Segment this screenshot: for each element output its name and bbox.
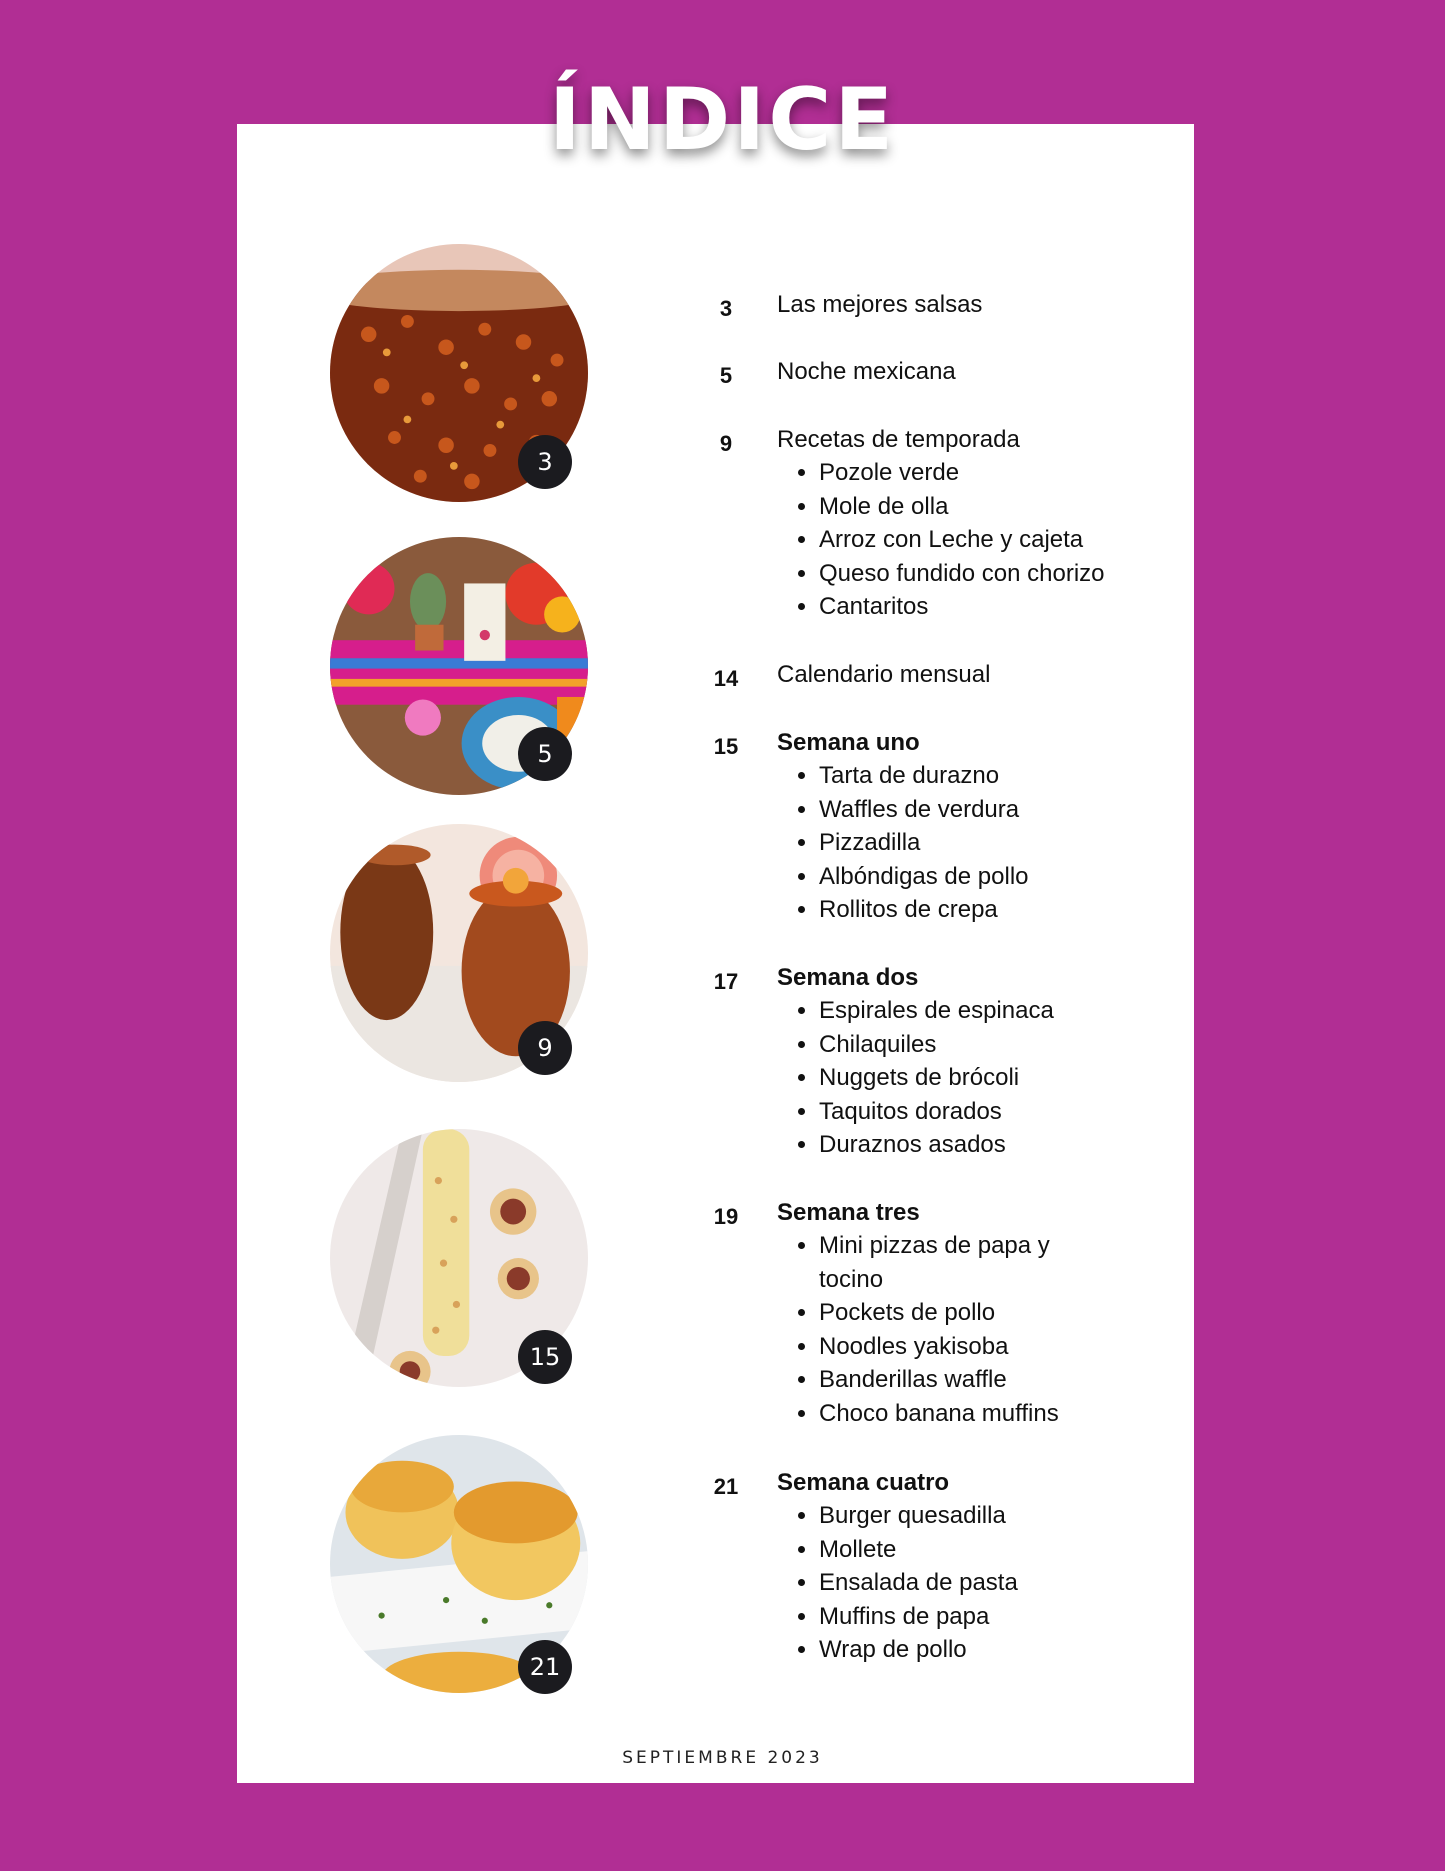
page-number: 17: [713, 969, 739, 994]
page-title: ÍNDICE: [548, 70, 897, 170]
list-item: • Nuggets de brócoli: [819, 1061, 1159, 1095]
entry-title: Noche mexicana: [777, 358, 956, 385]
page-badge: 15: [518, 1330, 572, 1384]
recipe-list: [777, 1229, 1089, 1431]
list-item: • Burger quesadilla: [819, 1499, 1159, 1533]
list-item: • Waffles de verdura: [819, 793, 1159, 827]
entry-title: Semana cuatro: [777, 1469, 950, 1496]
list-item: • Muffins de papa: [819, 1600, 1159, 1634]
recipe-list: [777, 994, 1159, 1162]
page-badge: 5: [518, 727, 572, 781]
list-item: • Mollete: [819, 1533, 1159, 1567]
list-item: • Mini pizzas de papa y tocino: [819, 1229, 1089, 1296]
entry-title: Recetas de temporada: [777, 426, 1020, 453]
page-badge: 21: [518, 1640, 572, 1694]
recipe-list: [777, 759, 1159, 927]
page-number: 14: [713, 666, 739, 691]
list-item: • Noodles yakisoba: [819, 1330, 1089, 1364]
list-item: • Ensalada de pasta: [819, 1566, 1159, 1600]
entry-title: Semana tres: [777, 1199, 920, 1226]
page-badge: 9: [518, 1021, 572, 1075]
page-badge: 3: [518, 435, 572, 489]
page-number: 3: [719, 296, 733, 321]
list-item: • Arroz con Leche y cajeta: [819, 523, 1159, 557]
page-number: 15: [713, 734, 739, 759]
list-item: • Chilaquiles: [819, 1028, 1159, 1062]
list-item: • Rollitos de crepa: [819, 893, 1159, 927]
entry-title: Calendario mensual: [777, 661, 991, 688]
list-item: • Pozole verde: [819, 456, 1159, 490]
recipe-list: [777, 456, 1159, 624]
list-item: • Albóndigas de pollo: [819, 860, 1159, 894]
list-item: • Cantaritos: [819, 590, 1159, 624]
list-item: • Espirales de espinaca: [819, 994, 1159, 1028]
list-item: • Choco banana muffins: [819, 1397, 1089, 1431]
list-item: • Tarta de durazno: [819, 759, 1159, 793]
list-item: • Taquitos dorados: [819, 1095, 1159, 1129]
list-item: • Pockets de pollo: [819, 1296, 1089, 1330]
list-item: • Banderillas waffle: [819, 1363, 1089, 1397]
list-item: • Wrap de pollo: [819, 1633, 1159, 1667]
list-item: • Pizzadilla: [819, 826, 1159, 860]
page-number: 19: [713, 1204, 739, 1229]
entry-title: Semana dos: [777, 964, 919, 991]
list-item: • Mole de olla: [819, 490, 1159, 524]
footer-date: SEPTIEMBRE 2023: [622, 1748, 823, 1768]
entry-title: Las mejores salsas: [777, 291, 983, 318]
entry-title: Semana uno: [777, 729, 920, 756]
page-number: 9: [719, 431, 733, 456]
list-item: • Duraznos asados: [819, 1128, 1159, 1162]
page-number: 21: [713, 1474, 739, 1499]
list-item: • Queso fundido con chorizo: [819, 557, 1159, 591]
page-number: 5: [719, 363, 733, 388]
recipe-list: [777, 1499, 1159, 1667]
